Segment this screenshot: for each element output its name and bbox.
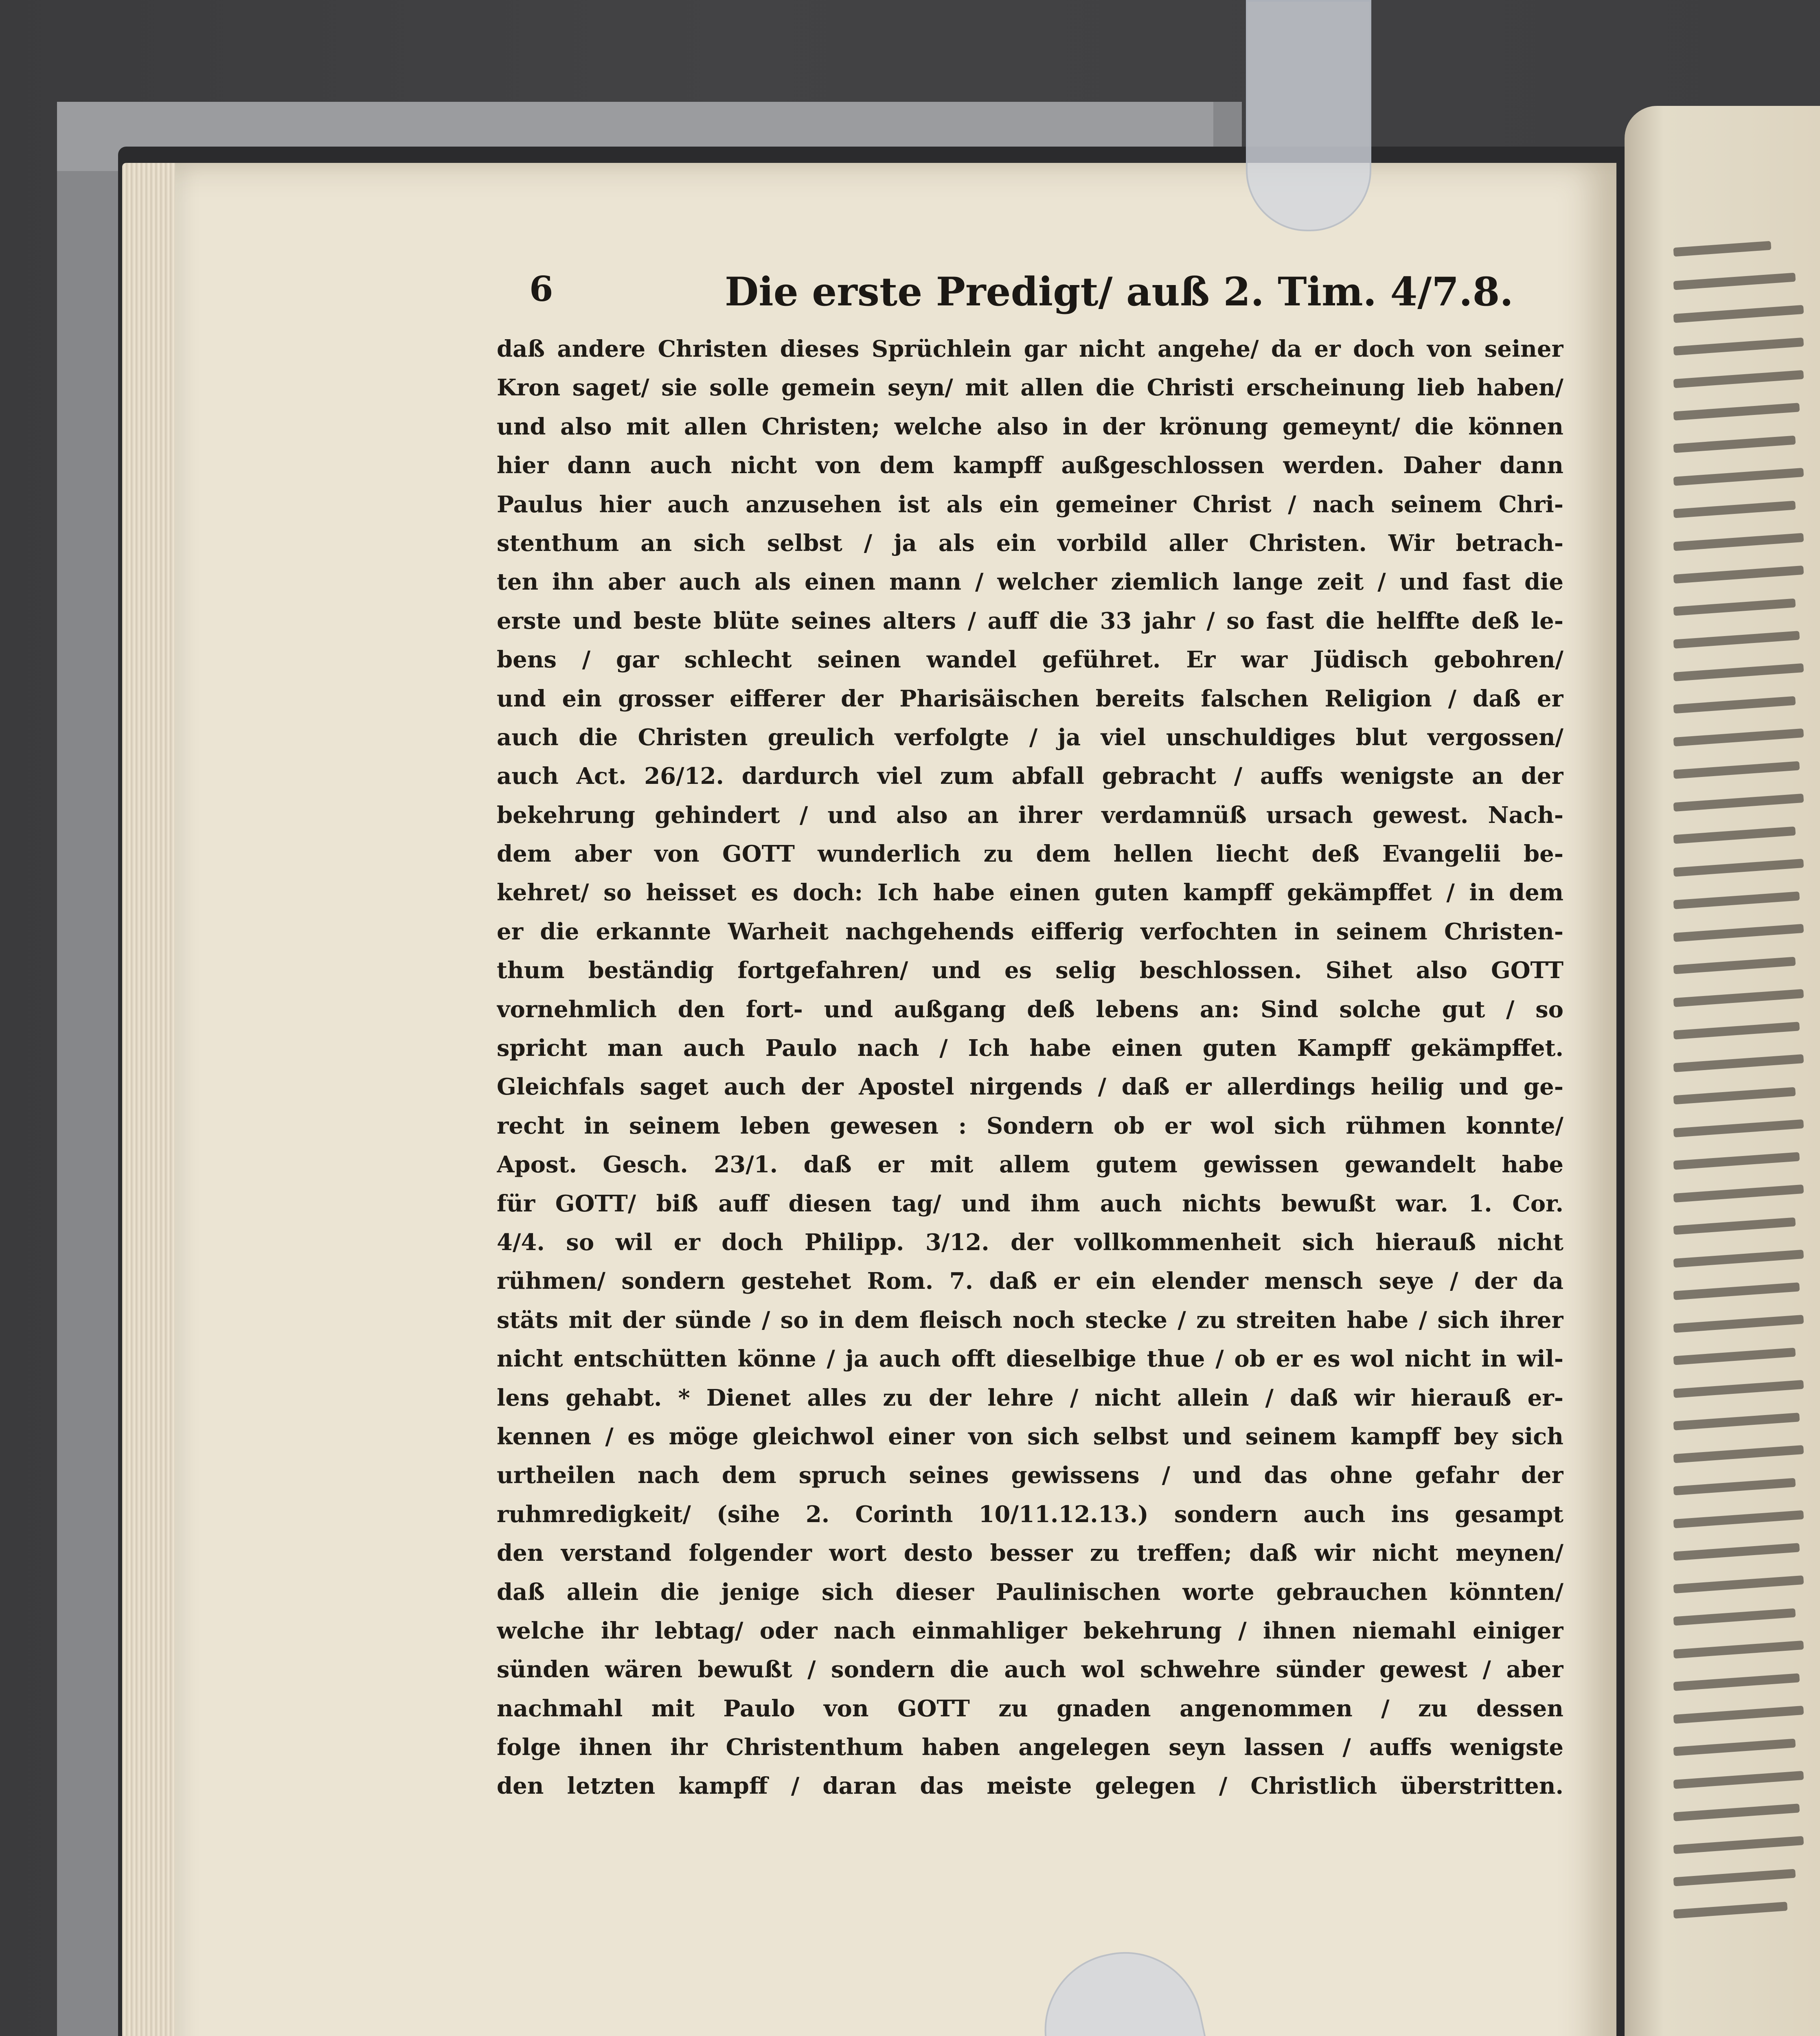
text-line: daß allein die jenige sich dieser Paulinischen worte gebrauchen könnten/ (497, 1578, 1563, 1606)
text-line: stenthum an sich selbst / ja als ein vorbild aller Christen. Wir betrach- (497, 529, 1563, 557)
text-line: sünden wären bewußt / sondern die auch wol schwehre sünder gewest / aber (497, 1656, 1563, 1683)
text-line: bens / gar schlecht seinen wandel geführet. Er war Jüdisch gebohren/ (497, 646, 1563, 674)
text-line: Apost. Gesch. 23/1. daß er mit allem gutem gewissen gewandelt habe (497, 1151, 1563, 1178)
text-line: den letzten kampff / daran das meiste gelegen / Christlich überstritten. (497, 1773, 1563, 1800)
text-line: auch die Christen greulich verfolgte / ja viel unschuldiges blut vergossen/ (497, 724, 1563, 751)
text-line: er die erkannte Warheit nachgehends eifferig verfochten in seinem Christen- (497, 918, 1563, 945)
text-line: Paulus hier auch anzusehen ist als ein gemeiner Christ / nach seinem Chri- (497, 491, 1563, 518)
body-text (497, 330, 1563, 1806)
text-line: lens gehabt. * Dienet alles zu der lehre / nicht allein / daß wir hierauß er- (497, 1384, 1563, 1411)
page-clamp-top (1246, 0, 1371, 231)
text-line: erste und beste blüte seines alters / auff die 33 jahr / so fast die helffte deß le- (497, 607, 1563, 634)
text-line: Kron saget/ sie solle gemein seyn/ mit allen die Christi erscheinung lieb haben/ (497, 374, 1563, 401)
text-line: den verstand folgender wort desto besser zu treffen; daß wir nicht meynen/ (497, 1540, 1563, 1567)
text-line: ruhmredigkeit/ (sihe 2. Corinth 10/11.12.13.) sondern auch ins gesampt (497, 1501, 1563, 1528)
text-line: rühmen/ sondern gestehet Rom. 7. daß er ein elender mensch seye / der da (497, 1268, 1563, 1295)
text-line: welche ihr lebtag/ oder nach einmahliger bekehrung / ihnen niemahl einiger (497, 1617, 1563, 1644)
text-line: ten ihn aber auch als einen mann / welcher ziemlich lange zeit / und fast die (497, 568, 1563, 596)
text-line: spricht man auch Paulo nach / Ich habe einen guten Kampff gekämpffet. (497, 1035, 1563, 1062)
text-line: 4/4. so wil er doch Philipp. 3/12. der vollkommenheit sich hierauß nicht (497, 1229, 1563, 1256)
text-line: thum beständig fortgefahren/ und es selig beschlossen. Sihet also GOTT (497, 957, 1563, 984)
text-line: und also mit allen Christen; welche also in der krönung gemeynt/ die können (497, 413, 1563, 440)
running-title: Die erste Predigt/ auß 2. Tim. 4/7.8. (725, 269, 1513, 315)
text-line: nicht entschütten könne / ja auch offt dieselbige thue / ob er es wol nicht in wil- (497, 1345, 1563, 1373)
text-line: folge ihnen ihr Christenthum haben angelegen seyn lassen / auffs wenigste (497, 1734, 1563, 1761)
page-number: 6 (529, 269, 553, 309)
text-line: urtheilen nach dem spruch seines gewissens / und das ohne gefahr der (497, 1462, 1563, 1489)
text-line: hier dann auch nicht von dem kampff außgeschlossen werden. Daher dann (497, 452, 1563, 479)
text-line: Gleichfals saget auch der Apostel nirgends / daß er allerdings heilig und ge- (497, 1073, 1563, 1101)
text-line: vornehmlich den fort- und außgang deß lebens an: Sind solche gut / so (497, 996, 1563, 1023)
text-line: bekehrung gehindert / und also an ihrer verdamnüß ursach gewest. Nach- (497, 801, 1563, 829)
text-line: nachmahl mit Paulo von GOTT zu gnaden angenommen / zu dessen (497, 1695, 1563, 1722)
text-line: kehret/ so heisset es doch: Ich habe einen guten kampff gekämpffet / in dem (497, 879, 1563, 906)
facing-page (1625, 106, 1820, 2036)
text-line: stäts mit der sünde / so in dem fleisch noch stecke / zu streiten habe / sich ihrer (497, 1306, 1563, 1334)
text-line: daß andere Christen dieses Sprüchlein gar nicht angehe/ da er doch von seiner (497, 336, 1563, 362)
text-line: und ein grosser eifferer der Pharisäischen bereits falschen Religion / daß er (497, 685, 1563, 712)
text-line: für GOTT/ biß auff diesen tag/ und ihm auch nichts bewußt war. 1. Cor. (497, 1190, 1563, 1217)
text-line: dem aber von GOTT wunderlich zu dem hellen liecht deß Evangelii be- (497, 840, 1563, 868)
text-line: recht in seinem leben gewesen : Sondern ob er wol sich rühmen konnte/ (497, 1112, 1563, 1139)
text-line: auch Act. 26/12. dardurch viel zum abfall gebracht / auffs wenigste an der (497, 763, 1563, 790)
text-line: kennen / es möge gleichwol einer von sich selbst und seinem kampff bey sich (497, 1423, 1563, 1450)
